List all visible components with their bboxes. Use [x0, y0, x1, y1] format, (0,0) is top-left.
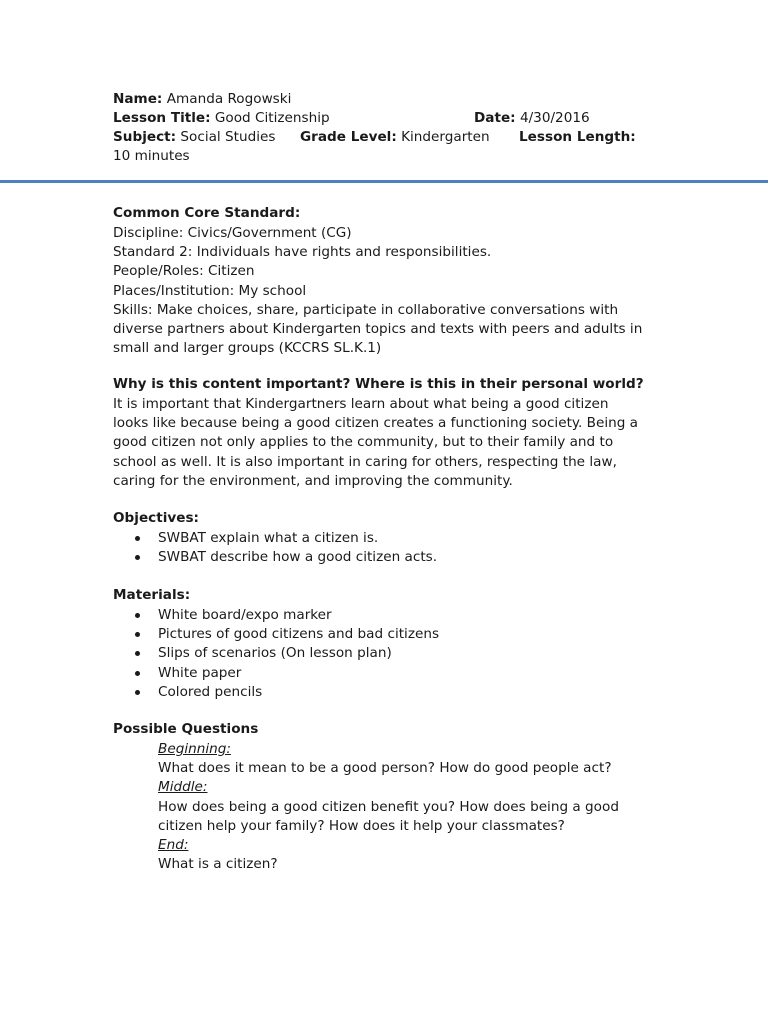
lesson-title-line: [113, 110, 330, 126]
question-middle-line: citizen help your family? How does it help your classmates?: [158, 817, 565, 834]
grade-label: Grade Level:: [300, 129, 397, 145]
importance-line: looks like because being a good citizen creates a functioning society. Being a: [113, 415, 639, 432]
lesson-length-label-line: [519, 129, 636, 145]
material-item: Colored pencils: [133, 683, 439, 702]
question-beginning-label: Beginning:: [158, 741, 231, 757]
standard-heading: Common Core Standard:: [113, 205, 301, 221]
subject-value: Social Studies: [180, 129, 276, 145]
material-item: Slips of scenarios (On lesson plan): [133, 644, 439, 663]
question-end-label: End:: [158, 837, 189, 854]
name-value: Amanda Rogowski: [166, 91, 292, 107]
importance-heading: Why is this content important? Where is this in their personal world?: [113, 376, 644, 392]
materials-list: [133, 606, 439, 702]
standard-line: small and larger groups (KCCRS SL.K.1): [113, 340, 382, 357]
subject-line: [113, 129, 275, 145]
material-item: White board/expo marker: [133, 606, 439, 625]
importance-line: good citizen not only applies to the community, but to their family and to: [113, 434, 614, 451]
standard-line: Discipline: Civics/Government (CG): [113, 225, 352, 241]
importance-line: school as well. It is also important in caring for others, respecting the law,: [113, 453, 617, 470]
question-end-text: What is a citizen?: [158, 856, 278, 873]
questions-heading: Possible Questions: [113, 721, 259, 737]
question-beginning-text: What does it mean to be a good person? How do good people act?: [158, 760, 612, 777]
standard-line: Skills: Make choices, share, participate in collaborative conversations with: [113, 301, 619, 318]
date-label: Date:: [474, 110, 516, 126]
name-label: Name:: [113, 91, 163, 107]
date-line: [474, 110, 590, 126]
objectives-list: [133, 529, 437, 567]
importance-line: It is important that Kindergartners learn about what being a good citizen: [113, 396, 609, 412]
material-item: White paper: [133, 664, 439, 683]
lesson-length-value: 10 minutes: [113, 148, 190, 164]
objectives-heading: Objectives:: [113, 510, 199, 526]
subject-label: Subject:: [113, 129, 177, 145]
grade-value: Kindergarten: [401, 129, 490, 145]
name-line: [113, 91, 291, 107]
importance-body: [113, 395, 658, 491]
question-middle-label: Middle:: [158, 779, 208, 796]
standard-line: Standard 2: Individuals have rights and responsibilities.: [113, 244, 492, 261]
date-value: 4/30/2016: [519, 110, 590, 126]
lesson-title-label: Lesson Title:: [113, 110, 211, 126]
standard-line: diverse partners about Kindergarten topics and texts with peers and adults in: [113, 321, 643, 338]
lesson-length-label: Lesson Length:: [519, 129, 636, 145]
objective-item: SWBAT describe how a good citizen acts.: [133, 548, 437, 567]
standard-line: Places/Institution: My school: [113, 282, 307, 299]
header-divider: [0, 180, 768, 183]
objective-item: SWBAT explain what a citizen is.: [133, 529, 437, 548]
lesson-title-value: Good Citizenship: [214, 110, 330, 126]
standard-body: [113, 224, 658, 358]
question-middle-line: How does being a good citizen benefit you? How does being a good: [158, 798, 619, 815]
questions-body: [158, 740, 619, 874]
materials-heading: Materials:: [113, 587, 191, 603]
importance-line: caring for the environment, and improving the community.: [113, 472, 513, 489]
grade-line: [300, 129, 490, 145]
material-item: Pictures of good citizens and bad citizens: [133, 625, 439, 644]
standard-line: People/Roles: Citizen: [113, 263, 255, 280]
